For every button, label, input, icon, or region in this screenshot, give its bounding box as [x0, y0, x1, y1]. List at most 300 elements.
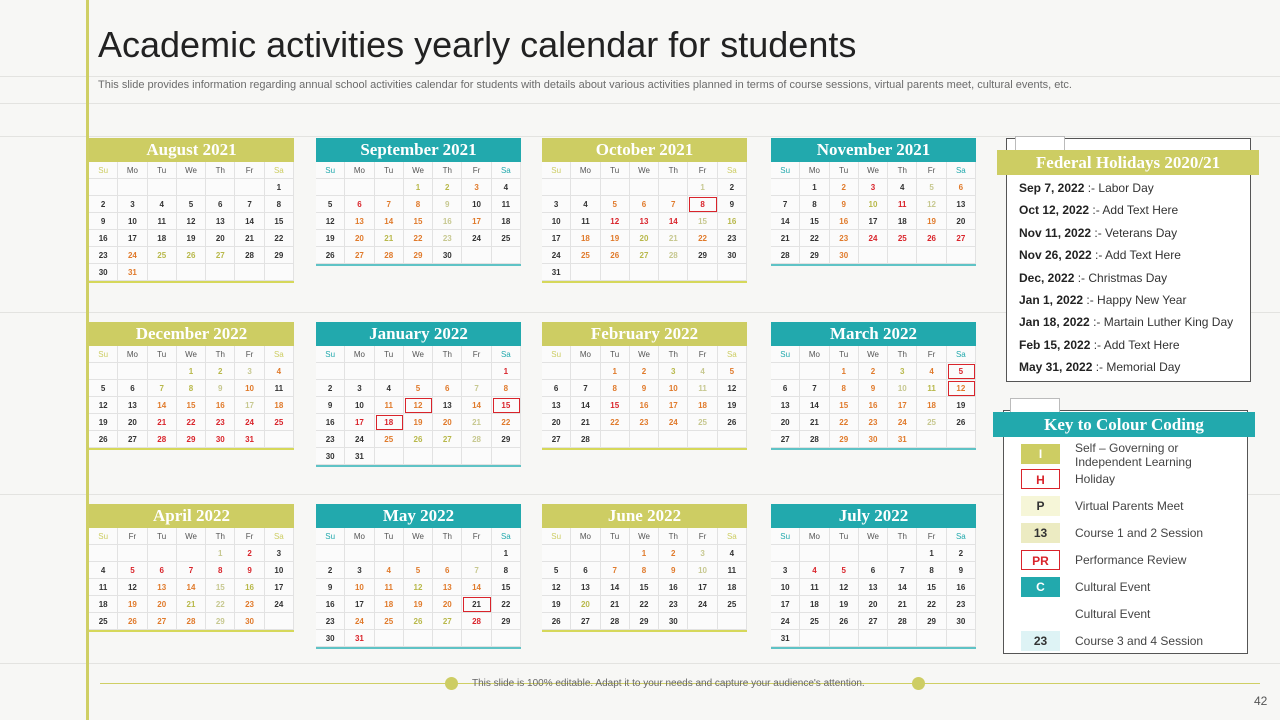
day-cell	[542, 179, 571, 196]
day-cell: 16	[718, 213, 747, 230]
day-cell: 23	[859, 414, 888, 431]
day-cell: 3	[462, 179, 491, 196]
key-label: Cultural Event	[1075, 580, 1151, 594]
day-cell	[177, 264, 206, 281]
day-cell: 27	[206, 247, 235, 264]
day-cell: 24	[235, 414, 264, 431]
day-cell: 18	[888, 213, 917, 230]
month-header: February 2022	[542, 322, 747, 346]
day-cell: 27	[859, 613, 888, 630]
day-cell: 31	[235, 431, 264, 448]
day-cell: 12	[89, 397, 118, 414]
key-swatch: 23	[1021, 631, 1060, 651]
weekday-header: Th	[888, 528, 917, 545]
day-cell: 1	[265, 179, 294, 196]
day-cell	[917, 247, 946, 264]
day-cell: 28	[462, 431, 491, 448]
day-cell: 1	[917, 545, 946, 562]
day-cell: 7	[771, 196, 800, 213]
day-cell	[345, 545, 374, 562]
day-cell: 14	[888, 579, 917, 596]
day-cell: 31	[118, 264, 147, 281]
day-cell: 1	[404, 179, 433, 196]
day-cell: 31	[345, 630, 374, 647]
day-cell: 6	[630, 196, 659, 213]
day-cell: 15	[206, 579, 235, 596]
day-cell	[462, 247, 491, 264]
weekday-header: We	[630, 528, 659, 545]
weekday-header: Tu	[375, 162, 404, 179]
day-cell: 17	[859, 213, 888, 230]
day-cell: 5	[947, 363, 976, 380]
day-cell: 28	[601, 613, 630, 630]
day-cell: 16	[947, 579, 976, 596]
day-cell: 3	[265, 545, 294, 562]
weekday-header: Su	[771, 346, 800, 363]
day-cell: 24	[345, 613, 374, 630]
day-cell: 21	[462, 414, 491, 431]
month-days-grid	[542, 528, 747, 632]
month-calendar	[542, 322, 747, 450]
day-cell: 4	[718, 545, 747, 562]
day-cell	[345, 363, 374, 380]
day-cell: 3	[659, 363, 688, 380]
day-cell	[571, 264, 600, 281]
day-cell: 22	[688, 230, 717, 247]
day-cell: 15	[492, 579, 521, 596]
key-swatch	[1021, 604, 1060, 624]
day-cell	[375, 545, 404, 562]
day-cell	[148, 363, 177, 380]
day-cell: 26	[316, 247, 345, 264]
day-cell: 28	[235, 247, 264, 264]
day-cell: 10	[345, 579, 374, 596]
day-cell: 15	[917, 579, 946, 596]
day-cell: 7	[659, 196, 688, 213]
day-cell: 5	[89, 380, 118, 397]
day-cell: 9	[630, 380, 659, 397]
day-cell: 28	[177, 613, 206, 630]
day-cell: 3	[345, 562, 374, 579]
weekday-header: Sa	[718, 162, 747, 179]
day-cell: 29	[177, 431, 206, 448]
weekday-header: Sa	[265, 162, 294, 179]
day-cell: 1	[206, 545, 235, 562]
day-cell: 19	[917, 213, 946, 230]
day-cell: 29	[917, 613, 946, 630]
day-cell	[235, 179, 264, 196]
weekday-header: Mo	[345, 528, 374, 545]
weekday-header: Mo	[571, 346, 600, 363]
page-subtitle: This slide provides information regarding annual school activities calendar for students with details about various activities planned in terms of course sessions, virtual parents meet, cultural events, etc.	[98, 79, 1072, 91]
day-cell: 19	[404, 596, 433, 613]
weekday-header: Fr	[462, 346, 491, 363]
day-cell	[718, 431, 747, 448]
day-cell	[265, 613, 294, 630]
day-cell: 26	[404, 431, 433, 448]
day-cell: 15	[492, 397, 521, 414]
weekday-header: Mo	[118, 162, 147, 179]
day-cell: 20	[571, 596, 600, 613]
holiday-date: Nov 26, 2022	[1019, 248, 1092, 263]
weekday-header: Tu	[830, 346, 859, 363]
day-cell: 24	[771, 613, 800, 630]
day-cell: 30	[659, 613, 688, 630]
holiday-name: :- Labor Day	[1084, 181, 1154, 195]
day-cell	[947, 247, 976, 264]
day-cell: 18	[800, 596, 829, 613]
day-cell	[206, 264, 235, 281]
holiday-item	[1019, 293, 1186, 307]
holiday-date: Dec, 2022	[1019, 270, 1075, 285]
day-cell: 12	[118, 579, 147, 596]
day-cell: 2	[859, 363, 888, 380]
weekday-header: Th	[206, 162, 235, 179]
weekday-header: Mo	[800, 346, 829, 363]
day-cell: 8	[404, 196, 433, 213]
day-cell: 13	[947, 196, 976, 213]
day-cell: 14	[571, 397, 600, 414]
day-cell: 22	[206, 596, 235, 613]
weekday-header: We	[177, 346, 206, 363]
weekday-header: Tu	[601, 346, 630, 363]
day-cell: 26	[404, 613, 433, 630]
day-cell: 29	[830, 431, 859, 448]
weekday-header: Fr	[462, 162, 491, 179]
day-cell: 7	[601, 562, 630, 579]
day-cell: 16	[206, 397, 235, 414]
weekday-header: We	[859, 162, 888, 179]
day-cell: 22	[630, 596, 659, 613]
day-cell: 29	[800, 247, 829, 264]
day-cell: 14	[601, 579, 630, 596]
day-cell: 25	[917, 414, 946, 431]
day-cell: 6	[947, 179, 976, 196]
day-cell: 1	[601, 363, 630, 380]
day-cell: 6	[118, 380, 147, 397]
federal-holidays-tab	[1015, 136, 1065, 150]
weekday-header: Th	[659, 162, 688, 179]
weekday-header: Sa	[718, 346, 747, 363]
day-cell: 8	[265, 196, 294, 213]
weekday-header: We	[404, 346, 433, 363]
day-cell: 10	[235, 380, 264, 397]
day-cell: 1	[830, 363, 859, 380]
month-calendar	[771, 504, 976, 649]
day-cell	[571, 545, 600, 562]
day-cell	[118, 545, 147, 562]
weekday-header: Th	[888, 162, 917, 179]
day-cell: 30	[859, 431, 888, 448]
day-cell: 16	[316, 596, 345, 613]
day-cell: 8	[917, 562, 946, 579]
weekday-header: We	[177, 528, 206, 545]
day-cell: 28	[462, 613, 491, 630]
day-cell	[630, 264, 659, 281]
day-cell	[859, 247, 888, 264]
day-cell	[947, 431, 976, 448]
day-cell: 12	[917, 196, 946, 213]
day-cell: 2	[830, 179, 859, 196]
holiday-date: Jan 18, 2022	[1019, 315, 1090, 330]
holiday-date: Jan 1, 2022	[1019, 293, 1084, 307]
month-calendar	[316, 138, 521, 266]
holiday-item	[1019, 248, 1181, 262]
day-cell: 25	[888, 230, 917, 247]
day-cell: 10	[888, 380, 917, 397]
month-days-grid	[542, 346, 747, 450]
day-cell	[177, 179, 206, 196]
day-cell: 23	[947, 596, 976, 613]
day-cell: 15	[800, 213, 829, 230]
day-cell: 29	[630, 613, 659, 630]
day-cell	[433, 363, 462, 380]
weekday-header: We	[177, 162, 206, 179]
day-cell: 31	[542, 264, 571, 281]
day-cell: 22	[917, 596, 946, 613]
day-cell: 31	[345, 448, 374, 465]
day-cell: 3	[771, 562, 800, 579]
holiday-date: Oct 12, 2022	[1019, 203, 1090, 218]
day-cell: 9	[316, 397, 345, 414]
day-cell	[462, 630, 491, 647]
day-cell: 1	[492, 363, 521, 380]
day-cell	[771, 179, 800, 196]
day-cell	[688, 264, 717, 281]
day-cell: 17	[688, 579, 717, 596]
weekday-header: Sa	[492, 346, 521, 363]
day-cell: 22	[492, 596, 521, 613]
weekday-header: Su	[316, 346, 345, 363]
day-cell: 23	[316, 431, 345, 448]
day-cell: 28	[771, 247, 800, 264]
day-cell: 27	[118, 431, 147, 448]
day-cell: 14	[800, 397, 829, 414]
day-cell: 23	[718, 230, 747, 247]
day-cell	[571, 179, 600, 196]
day-cell	[859, 630, 888, 647]
month-header: November 2021	[771, 138, 976, 162]
day-cell: 23	[89, 247, 118, 264]
day-cell: 21	[177, 596, 206, 613]
day-cell: 2	[316, 562, 345, 579]
day-cell: 20	[771, 414, 800, 431]
day-cell: 6	[206, 196, 235, 213]
day-cell	[859, 545, 888, 562]
day-cell: 15	[630, 579, 659, 596]
day-cell: 11	[492, 196, 521, 213]
day-cell: 9	[859, 380, 888, 397]
day-cell: 26	[917, 230, 946, 247]
day-cell	[89, 179, 118, 196]
day-cell	[542, 545, 571, 562]
day-cell: 17	[462, 213, 491, 230]
day-cell: 13	[148, 579, 177, 596]
day-cell: 21	[571, 414, 600, 431]
day-cell: 11	[148, 213, 177, 230]
key-label: Course 3 and 4 Session	[1075, 634, 1204, 648]
day-cell: 14	[659, 213, 688, 230]
day-cell: 24	[118, 247, 147, 264]
weekday-header: Sa	[947, 346, 976, 363]
day-cell: 18	[89, 596, 118, 613]
day-cell: 1	[688, 179, 717, 196]
holiday-date: May 31, 2022	[1019, 360, 1093, 375]
month-calendar	[316, 322, 521, 467]
day-cell: 16	[630, 397, 659, 414]
day-cell: 23	[433, 230, 462, 247]
weekday-header: Fr	[462, 528, 491, 545]
day-cell: 26	[177, 247, 206, 264]
day-cell: 20	[118, 414, 147, 431]
day-cell: 19	[947, 397, 976, 414]
day-cell: 2	[235, 545, 264, 562]
day-cell: 20	[859, 596, 888, 613]
day-cell: 4	[148, 196, 177, 213]
month-days-grid	[771, 162, 976, 266]
day-cell: 27	[947, 230, 976, 247]
day-cell: 13	[433, 397, 462, 414]
day-cell	[404, 363, 433, 380]
day-cell: 12	[542, 579, 571, 596]
day-cell: 18	[571, 230, 600, 247]
day-cell: 29	[404, 247, 433, 264]
day-cell: 8	[630, 562, 659, 579]
day-cell: 8	[177, 380, 206, 397]
day-cell: 10	[659, 380, 688, 397]
day-cell: 10	[542, 213, 571, 230]
day-cell: 14	[177, 579, 206, 596]
holiday-item	[1019, 315, 1233, 329]
month-header: March 2022	[771, 322, 976, 346]
weekday-header: Fr	[917, 346, 946, 363]
day-cell: 25	[718, 596, 747, 613]
day-cell: 2	[630, 363, 659, 380]
day-cell: 25	[375, 613, 404, 630]
day-cell: 3	[118, 196, 147, 213]
day-cell: 12	[718, 380, 747, 397]
month-calendar	[771, 322, 976, 450]
day-cell	[917, 630, 946, 647]
day-cell: 10	[771, 579, 800, 596]
day-cell: 24	[345, 431, 374, 448]
day-cell: 25	[148, 247, 177, 264]
day-cell: 28	[571, 431, 600, 448]
day-cell: 24	[688, 596, 717, 613]
day-cell: 8	[601, 380, 630, 397]
day-cell: 28	[375, 247, 404, 264]
day-cell: 17	[265, 579, 294, 596]
day-cell: 16	[316, 414, 345, 431]
day-cell: 7	[148, 380, 177, 397]
day-cell: 26	[601, 247, 630, 264]
day-cell: 27	[630, 247, 659, 264]
day-cell: 25	[800, 613, 829, 630]
day-cell: 10	[265, 562, 294, 579]
day-cell	[462, 363, 491, 380]
weekday-header: Fr	[235, 346, 264, 363]
day-cell	[462, 545, 491, 562]
weekday-header: Su	[771, 528, 800, 545]
day-cell	[235, 264, 264, 281]
day-cell: 26	[830, 613, 859, 630]
month-days-grid	[771, 528, 976, 649]
day-cell: 4	[688, 363, 717, 380]
day-cell: 23	[659, 596, 688, 613]
holiday-name: :- Add Text Here	[1089, 203, 1179, 218]
day-cell: 22	[830, 414, 859, 431]
day-cell: 20	[542, 414, 571, 431]
day-cell: 15	[688, 213, 717, 230]
weekday-header: We	[404, 162, 433, 179]
day-cell: 1	[800, 179, 829, 196]
day-cell: 19	[177, 230, 206, 247]
day-cell: 5	[404, 380, 433, 397]
day-cell: 11	[265, 380, 294, 397]
day-cell: 8	[492, 380, 521, 397]
month-days-grid	[316, 162, 521, 266]
day-cell: 5	[830, 562, 859, 579]
day-cell: 11	[571, 213, 600, 230]
day-cell: 6	[148, 562, 177, 579]
day-cell: 8	[800, 196, 829, 213]
day-cell	[265, 431, 294, 448]
day-cell: 11	[800, 579, 829, 596]
weekday-header: Mo	[571, 528, 600, 545]
month-days-grid	[316, 346, 521, 467]
day-cell: 23	[630, 414, 659, 431]
weekday-header: Sa	[492, 528, 521, 545]
weekday-header: Th	[206, 346, 235, 363]
day-cell: 13	[859, 579, 888, 596]
day-cell: 29	[265, 247, 294, 264]
day-cell	[630, 431, 659, 448]
day-cell: 5	[542, 562, 571, 579]
colour-key-tab	[1010, 398, 1060, 412]
day-cell: 29	[492, 613, 521, 630]
day-cell	[917, 431, 946, 448]
weekday-header: Mo	[800, 528, 829, 545]
day-cell: 2	[659, 545, 688, 562]
day-cell: 21	[235, 230, 264, 247]
day-cell: 3	[859, 179, 888, 196]
day-cell: 7	[800, 380, 829, 397]
day-cell	[433, 545, 462, 562]
day-cell: 9	[89, 213, 118, 230]
day-cell: 20	[433, 414, 462, 431]
day-cell	[118, 179, 147, 196]
day-cell	[177, 545, 206, 562]
holiday-name: :- Add Text Here	[1091, 248, 1181, 263]
day-cell	[89, 363, 118, 380]
day-cell: 9	[235, 562, 264, 579]
day-cell: 15	[404, 213, 433, 230]
weekday-header: Fr	[235, 528, 264, 545]
weekday-header: Tu	[148, 528, 177, 545]
day-cell: 9	[718, 196, 747, 213]
day-cell: 27	[433, 431, 462, 448]
day-cell: 27	[345, 247, 374, 264]
weekday-header: Su	[542, 162, 571, 179]
day-cell: 14	[148, 397, 177, 414]
day-cell: 14	[771, 213, 800, 230]
key-label: Cultural Event	[1075, 607, 1151, 621]
holiday-name: :- Add Text Here	[1090, 337, 1180, 352]
weekday-header: Tu	[148, 162, 177, 179]
day-cell	[800, 363, 829, 380]
month-header: August 2021	[89, 138, 294, 162]
weekday-header: Th	[433, 162, 462, 179]
